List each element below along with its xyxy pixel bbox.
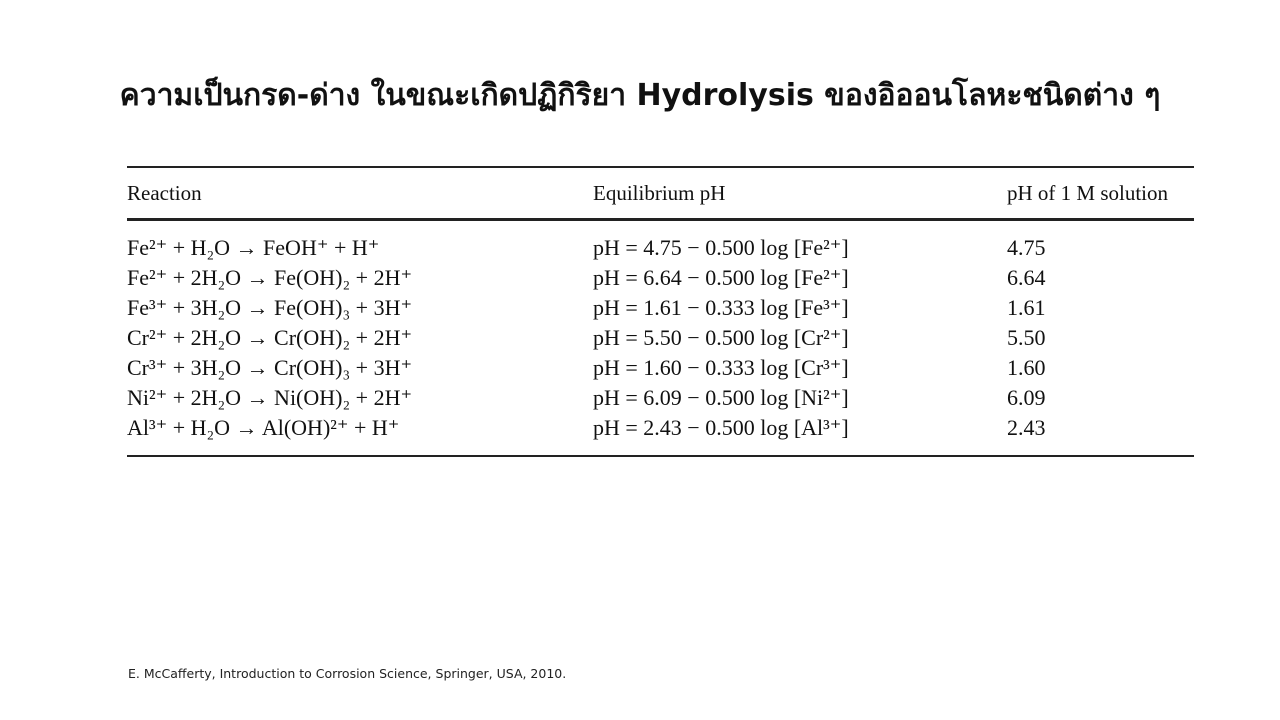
table-bottom-rule [127, 455, 1194, 457]
reaction-cell: Fe³⁺ + 3H₂O → Fe(OH)₃ + 3H⁺ [127, 295, 413, 320]
table-header-row [127, 168, 1194, 218]
equilibrium-ph-cell: pH = 5.50 − 0.500 log [Cr²⁺] [593, 325, 849, 350]
ph-value-cell: 1.61 [1007, 295, 1046, 320]
citation: E. McCafferty, Introduction to Corrosion Science, Springer, USA, 2010. [128, 666, 567, 681]
table-row [127, 233, 1194, 263]
ph-value-cell: 2.43 [1007, 415, 1046, 440]
ph-value-cell: 4.75 [1007, 235, 1046, 260]
equilibrium-ph-cell: pH = 6.64 − 0.500 log [Fe²⁺] [593, 265, 849, 290]
reaction-cell: Al³⁺ + H₂O → Al(OH)²⁺ + H⁺ [127, 415, 400, 440]
table-row [127, 263, 1194, 293]
ph-value-cell: 6.64 [1007, 265, 1046, 290]
ph-value-cell: 5.50 [1007, 325, 1046, 350]
reaction-cell: Cr³⁺ + 3H₂O → Cr(OH)₃ + 3H⁺ [127, 355, 413, 380]
table-row [127, 293, 1194, 323]
equilibrium-ph-cell: pH = 2.43 − 0.500 log [Al³⁺] [593, 415, 849, 440]
table-body [127, 221, 1194, 455]
table-row [127, 383, 1194, 413]
equilibrium-ph-cell: pH = 1.61 − 0.333 log [Fe³⁺] [593, 295, 849, 320]
header-ph-1m: pH of 1 M solution [1007, 181, 1169, 205]
reaction-table [127, 166, 1194, 457]
reaction-cell: Fe²⁺ + 2H₂O → Fe(OH)₂ + 2H⁺ [127, 265, 413, 290]
ph-value-cell: 6.09 [1007, 385, 1046, 410]
reaction-cell: Fe²⁺ + H₂O → FeOH⁺ + H⁺ [127, 235, 380, 260]
header-reaction: Reaction [127, 181, 202, 205]
reaction-cell: Cr²⁺ + 2H₂O → Cr(OH)₂ + 2H⁺ [127, 325, 413, 350]
equilibrium-ph-cell: pH = 1.60 − 0.333 log [Cr³⁺] [593, 355, 849, 380]
slide-title: ความเป็นกรด-ด่าง ในขณะเกิดปฏิกิริยา Hydrolysis ของอิออนโลหะชนิดต่าง ๆ [119, 78, 1161, 113]
table-row [127, 353, 1194, 383]
ph-value-cell: 1.60 [1007, 355, 1046, 380]
reaction-cell: Ni²⁺ + 2H₂O → Ni(OH)₂ + 2H⁺ [127, 385, 413, 410]
equilibrium-ph-cell: pH = 6.09 − 0.500 log [Ni²⁺] [593, 385, 849, 410]
table-row [127, 413, 1194, 443]
header-equilibrium-ph: Equilibrium pH [593, 181, 726, 205]
table-row [127, 323, 1194, 353]
equilibrium-ph-cell: pH = 4.75 − 0.500 log [Fe²⁺] [593, 235, 849, 260]
